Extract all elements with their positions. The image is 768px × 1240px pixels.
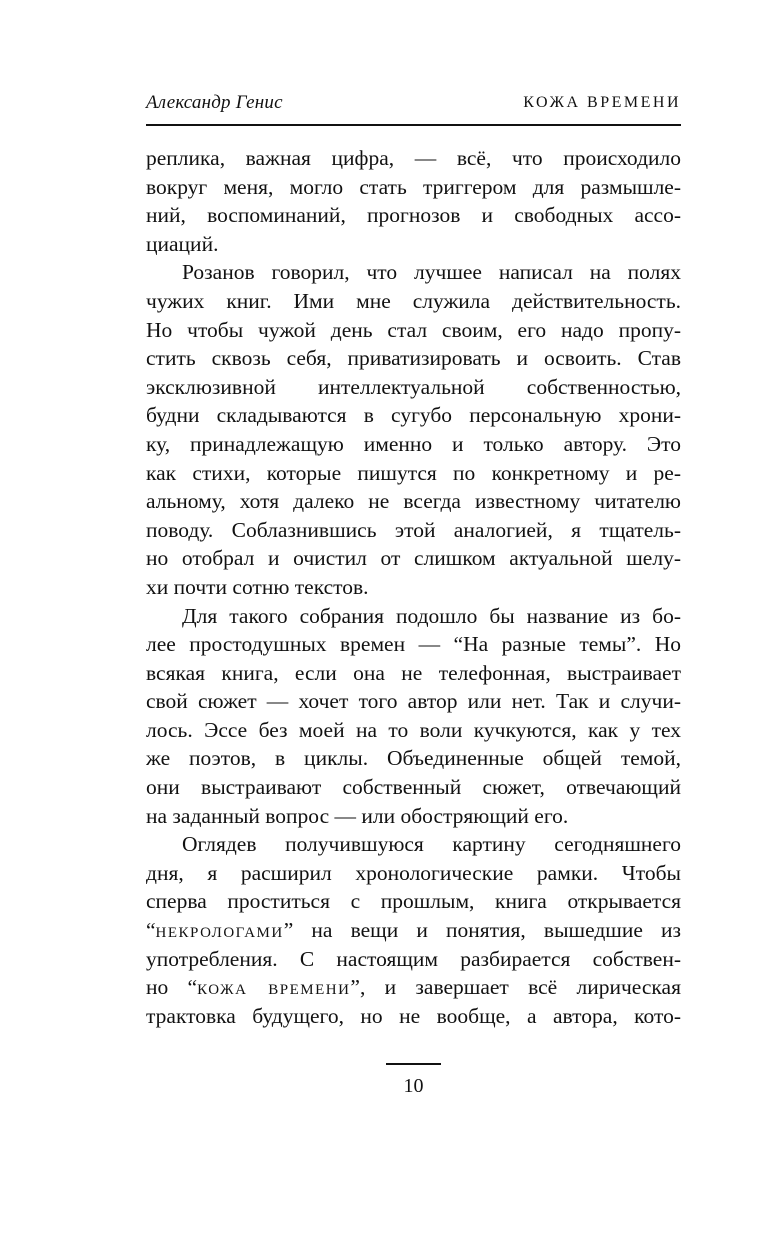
line-tail: ” на вещи и понятия, вышедшие из <box>283 918 681 943</box>
text-line: будни складываются в сугубо персональную хрони- <box>146 403 681 428</box>
paragraph <box>146 144 681 258</box>
paragraph <box>146 830 681 1030</box>
text-line: но отобрал и очистил от слишком актуальной шелу- <box>146 546 681 571</box>
running-head <box>146 92 681 118</box>
quote-open: “ <box>146 918 156 943</box>
text-line: Розанов говорил, что лучшее написал на полях <box>182 260 681 285</box>
text-line: Для такого собрания подошло бы название из бо- <box>182 603 681 628</box>
text-line: употребления. С настоящим разбирается собствен- <box>146 946 681 971</box>
text-line: лее простодушных времен — “На разные темы”. Но <box>146 632 681 657</box>
text-line: реплика, важная цифра, — всё, что происходило <box>146 146 681 170</box>
running-head-author: Александр Генис <box>146 92 283 113</box>
paragraph <box>146 258 681 601</box>
text-line-with-smallcaps <box>146 916 681 945</box>
header-rule <box>146 124 681 126</box>
text-line: циаций. <box>146 231 219 256</box>
text-line: дня, я расширил хронологические рамки. Чтобы <box>146 860 681 885</box>
text-line: ний, воспоминаний, прогнозов и свободных ассо- <box>146 203 681 228</box>
text-line: стить сквозь себя, приватизировать и освоить. Став <box>146 346 681 371</box>
section-title-necrologies: некрологами <box>155 918 284 943</box>
folio-rule <box>386 1063 441 1065</box>
text-line: сперва проститься с прошлым, книга открывается <box>146 889 681 914</box>
text-line: ку, принадлежащую именно и только автору. Это <box>146 431 681 456</box>
text-line: хи почти сотню текстов. <box>146 574 369 599</box>
text-line: же поэтов, в циклы. Объединенные общей темой, <box>146 746 681 771</box>
body-text <box>146 144 681 1030</box>
text-line: эксклюзивной интеллектуальной собственностью, <box>146 374 681 399</box>
text-line: как стихи, которые пишутся по конкретному и ре- <box>146 460 681 485</box>
line-tail: ”, и завершает всё лирическая <box>350 975 681 1000</box>
text-line: лось. Эссе без моей на то воли кучкуются, как у тех <box>146 717 681 742</box>
text-line: альному, хотя далеко не всегда известному читателю <box>146 489 681 514</box>
text-line: трактовка будущего, но не вообще, а автора, кото- <box>146 1003 681 1028</box>
text-line: всякая книга, если она не телефонная, выстраивает <box>146 660 681 685</box>
text-line: чужих книг. Ими мне служила действительность. <box>146 288 681 313</box>
line-head: но “ <box>146 975 198 1000</box>
text-line: Оглядев получившуюся картину сегодняшнего <box>182 832 681 857</box>
text-line: они выстраивают собственный сюжет, отвечающий <box>146 775 681 800</box>
text-line: свой сюжет — хочет того автор или нет. Так и случи- <box>146 689 681 714</box>
text-line: поводу. Соблазнившись этой аналогией, я тщатель- <box>146 517 681 542</box>
section-title-skin-of-time: кожа времени <box>197 975 351 1000</box>
text-line: вокруг меня, могло стать триггером для размышле- <box>146 174 681 199</box>
paragraph <box>146 602 681 831</box>
text-line-with-smallcaps <box>146 973 681 1002</box>
page-number: 10 <box>403 1075 424 1097</box>
text-line: на заданный вопрос — или обостряющий его. <box>146 803 569 828</box>
text-line: Но чтобы чужой день стал своим, его надо пропу- <box>146 317 681 342</box>
running-head-book-title: КОЖА ВРЕМЕНИ <box>523 94 681 111</box>
